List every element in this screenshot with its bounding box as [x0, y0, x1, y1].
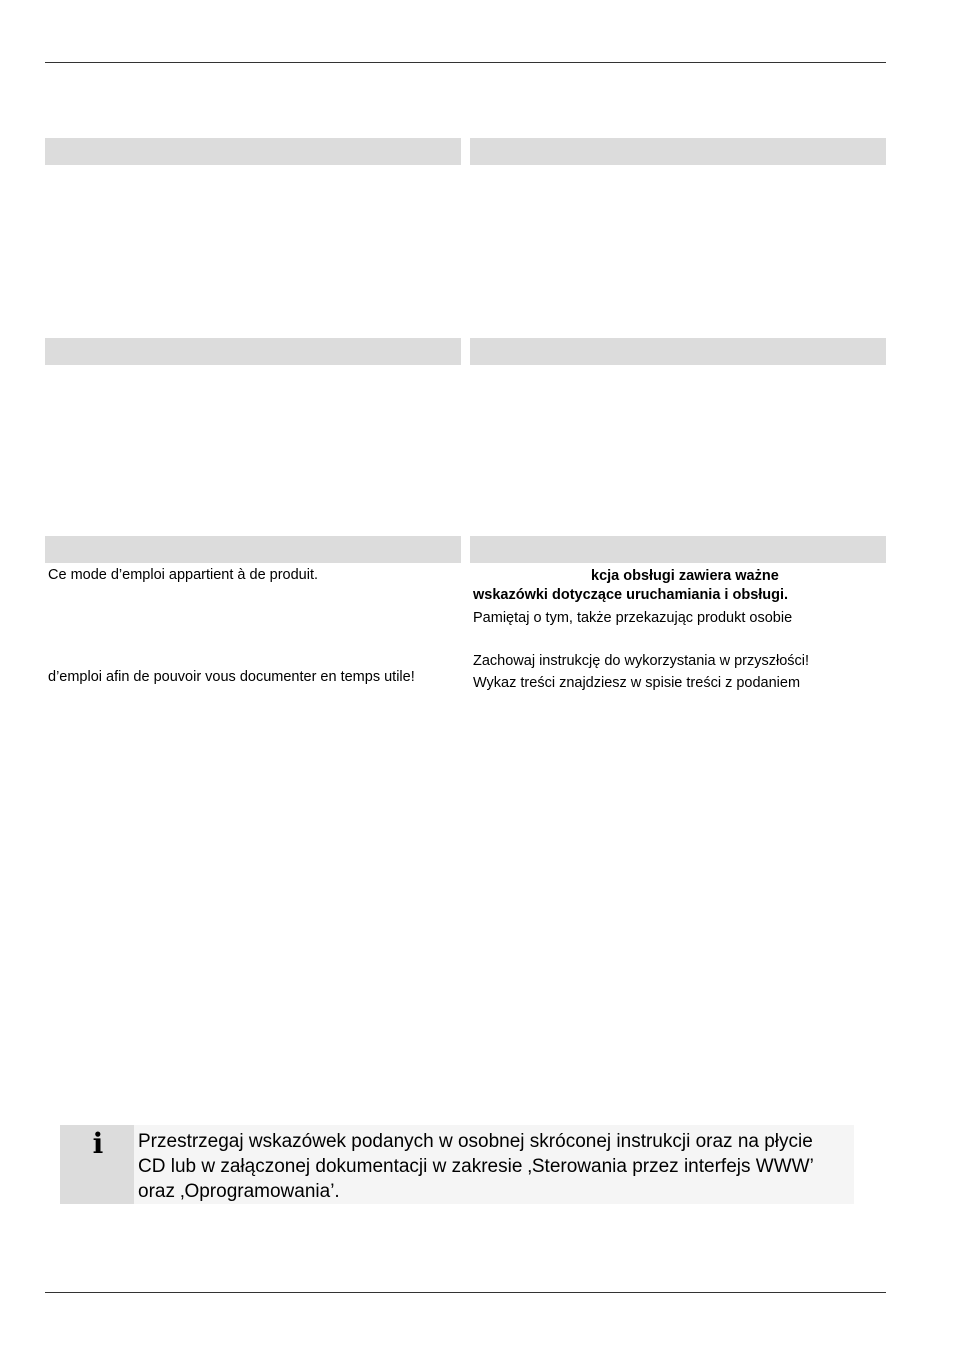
right-paragraph-1: Pamiętaj o tym, także przekazując produkt osobie: [473, 610, 793, 626]
info-icon-cell: [60, 1125, 134, 1204]
section-header-bar-2-right: [470, 338, 886, 365]
info-note-box: [60, 1125, 854, 1204]
right-bold-line-2: wskazówki dotyczące uruchamiania i obsługi.: [473, 587, 789, 603]
section-header-bar-1-right: [470, 138, 886, 165]
bottom-rule: [45, 1292, 886, 1293]
section-header-bar-3-left: [45, 536, 461, 563]
info-icon: i: [92, 1127, 104, 1160]
right-paragraph-2: Zachowaj instrukcję do wykorzystania w przyszłości!: [473, 653, 810, 669]
info-note-line-2: CD lub w załączonej dokumentacji w zakresie ‚Sterowania przez interfejs WWW’: [138, 1156, 814, 1177]
section-header-bar-3-right: [470, 536, 886, 563]
section-header-bar-2-left: [45, 338, 461, 365]
top-rule: [45, 62, 886, 63]
info-note-line-3: oraz ‚Oprogramowania’.: [138, 1181, 340, 1202]
right-paragraph-3: Wykaz treści znajdziesz w spisie treści z podaniem: [473, 675, 801, 691]
right-bold-line-1: kcja obsługi zawiera ważne: [591, 568, 779, 584]
section-header-bar-1-left: [45, 138, 461, 165]
left-paragraph-2: d’emploi afin de pouvoir vous documenter en temps utile!: [48, 669, 415, 685]
info-note-line-1: Przestrzegaj wskazówek podanych w osobnej skróconej instrukcji oraz na płycie: [138, 1131, 813, 1152]
info-note-text: [138, 1129, 848, 1204]
left-paragraph-1: Ce mode d’emploi appartient à de produit.: [48, 567, 319, 583]
